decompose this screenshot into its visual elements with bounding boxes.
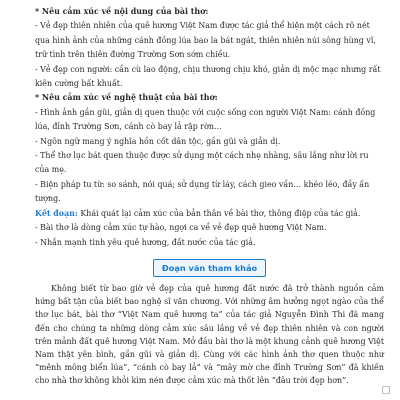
reference-title: Đoạn văn tham khảo bbox=[153, 259, 266, 277]
conclusion-text: Khái quát lại cảm xúc của bản thân về bài thơ, thông điệp của tác giả. bbox=[77, 208, 361, 218]
bullet-item: - Bài thơ là dòng cảm xúc tự hào, ngợi ca về vẻ đẹp quê hương Việt Nam. bbox=[35, 223, 327, 233]
conclusion-label: Kết đoạn: bbox=[35, 208, 78, 218]
page-corner-mark bbox=[382, 386, 390, 394]
bullet-item: - Nhắn mạnh tình yêu quê hương, đất nước của tác giả. bbox=[35, 237, 256, 247]
outline-section bbox=[35, 5, 384, 250]
conclusion-line bbox=[35, 207, 384, 221]
bullet-item: - Biện pháp tu từ: so sánh, nói quá; sử dụng từ láy, cách gieo vần… khéo léo, đầy ấn tượng. bbox=[35, 179, 370, 204]
bullet-item: - Vẻ đẹp con người: cần cù lao động, chịu thương chịu khó, giản dị mộc mạc nhưng rất kiên cường bất khuất. bbox=[35, 64, 381, 89]
bullet-item: - Ngôn ngữ mang ý nghĩa hồn cốt dân tộc, gần gũi và giản dị. bbox=[35, 136, 281, 146]
reference-paragraph: Không biết từ bao giờ vẻ đẹp của quê hương đất nước đã trở thành nguồn cảm hứng bất tận của biết bao nghệ sĩ văn chương. Với những âm hưởng ngọt ngào của thể thơ lục bát, bài thơ “Việt Nam quê hương ta” của tác giả Nguyễn Đình Thi đã mang đến cho chúng ta những dòng cảm xúc sâu lắng về vẻ đẹp thiên nhiên và con người trên mảnh đất quê hương Việt Nam. Mở đầu bài thơ là một khung cảnh quê hương Việt Nam thật yên bình, gần gũi và giản dị. Cùng với các hình ảnh thơ quen thuộc như “mênh mông biển lúa”, “cánh cò bay lả” và “mây mờ che đỉnh Trường Sơn” đã khiến cho nhà thơ không khỏi kìm nén được cảm xúc mà thốt lên “đâu trời đẹp hơn”. bbox=[35, 283, 384, 386]
reference-title-wrap bbox=[35, 256, 384, 277]
section-heading: * Nêu cảm xúc về nội dung của bài thơ: bbox=[35, 7, 209, 16]
section-heading: * Nêu cảm xúc về nghệ thuật của bài thơ: bbox=[35, 93, 218, 103]
bullet-item: - Hình ảnh gần gũi, giản dị quen thuộc với cuộc sống con người Việt Nam: cánh đồng lúa, đỉnh Trường Sơn, cánh cò bay lả rập rờn… bbox=[35, 107, 376, 132]
bullet-item: - Thể thơ lục bát quen thuộc được sử dụng một cách nhẹ nhàng, sâu lắng như lời ru của mẹ. bbox=[35, 151, 369, 175]
bullet-item: - Vẻ đẹp thiên nhiên của quê hương Việt Nam được tác giả thể hiện một cách rõ nét qua hình ảnh của những cánh đồng lúa bao la bát ngát, thiên nhiên núi sông hùng vĩ, trữ tình trên thiên đường Trường Sơn sớm chiều. bbox=[35, 21, 376, 60]
